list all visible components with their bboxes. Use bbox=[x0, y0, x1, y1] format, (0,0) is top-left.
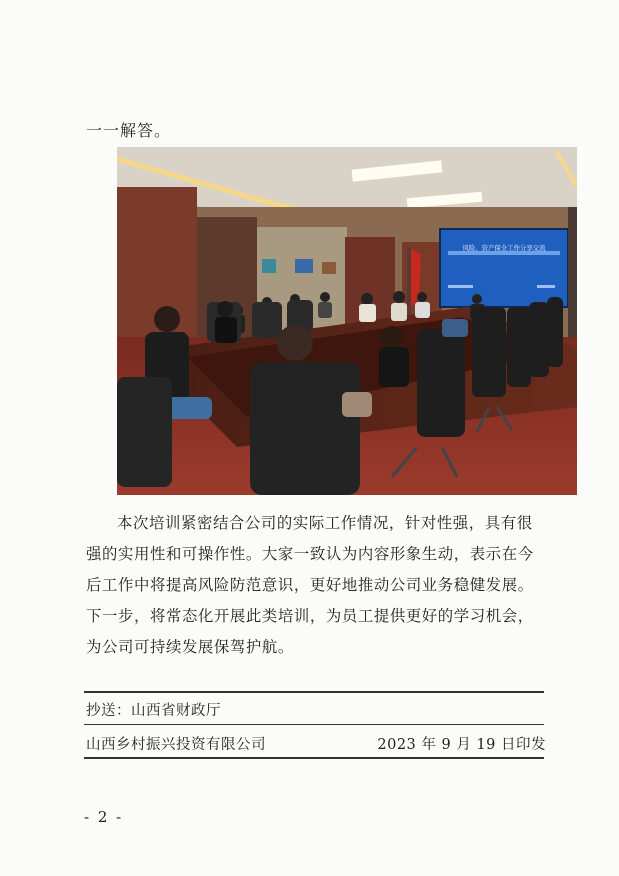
body-line: 强的实用性和可操作性。大家一致认为内容形象生动，表示在今 bbox=[86, 545, 534, 563]
meeting-photo bbox=[117, 147, 577, 495]
cc-recipient: 山西省财政厅 bbox=[131, 703, 221, 719]
footer-rule-top bbox=[84, 691, 544, 693]
cc-row bbox=[86, 699, 221, 720]
body-line: 为公司可持续发展保驾护航。 bbox=[86, 638, 294, 656]
body-line: 下一步，将常态化开展此类培训，为员工提供更好的学习机会， bbox=[86, 607, 534, 625]
body-line: 本次培训紧密结合公司的实际工作情况，针对性强，具有很 bbox=[117, 514, 533, 532]
issuer-row bbox=[86, 733, 546, 754]
meeting-photo-illustration bbox=[117, 147, 577, 495]
screen-title: 风险、资产保全工作分享交流 bbox=[462, 244, 546, 252]
issue-date: 2023 年 9 月 19 日印发 bbox=[377, 737, 546, 753]
cc-label: 抄送： bbox=[86, 703, 131, 719]
body-line: 后工作中将提高风险防范意识，更好地推动公司业务稳健发展。 bbox=[86, 576, 534, 594]
footer-rule-bottom bbox=[84, 757, 544, 759]
footer-rule-middle bbox=[84, 724, 544, 725]
page-number: - 2 - bbox=[84, 808, 124, 826]
lead-text: 一一解答。 bbox=[86, 121, 172, 140]
issuer-name: 山西乡村振兴投资有限公司 bbox=[86, 737, 266, 753]
body-paragraph bbox=[86, 508, 548, 663]
